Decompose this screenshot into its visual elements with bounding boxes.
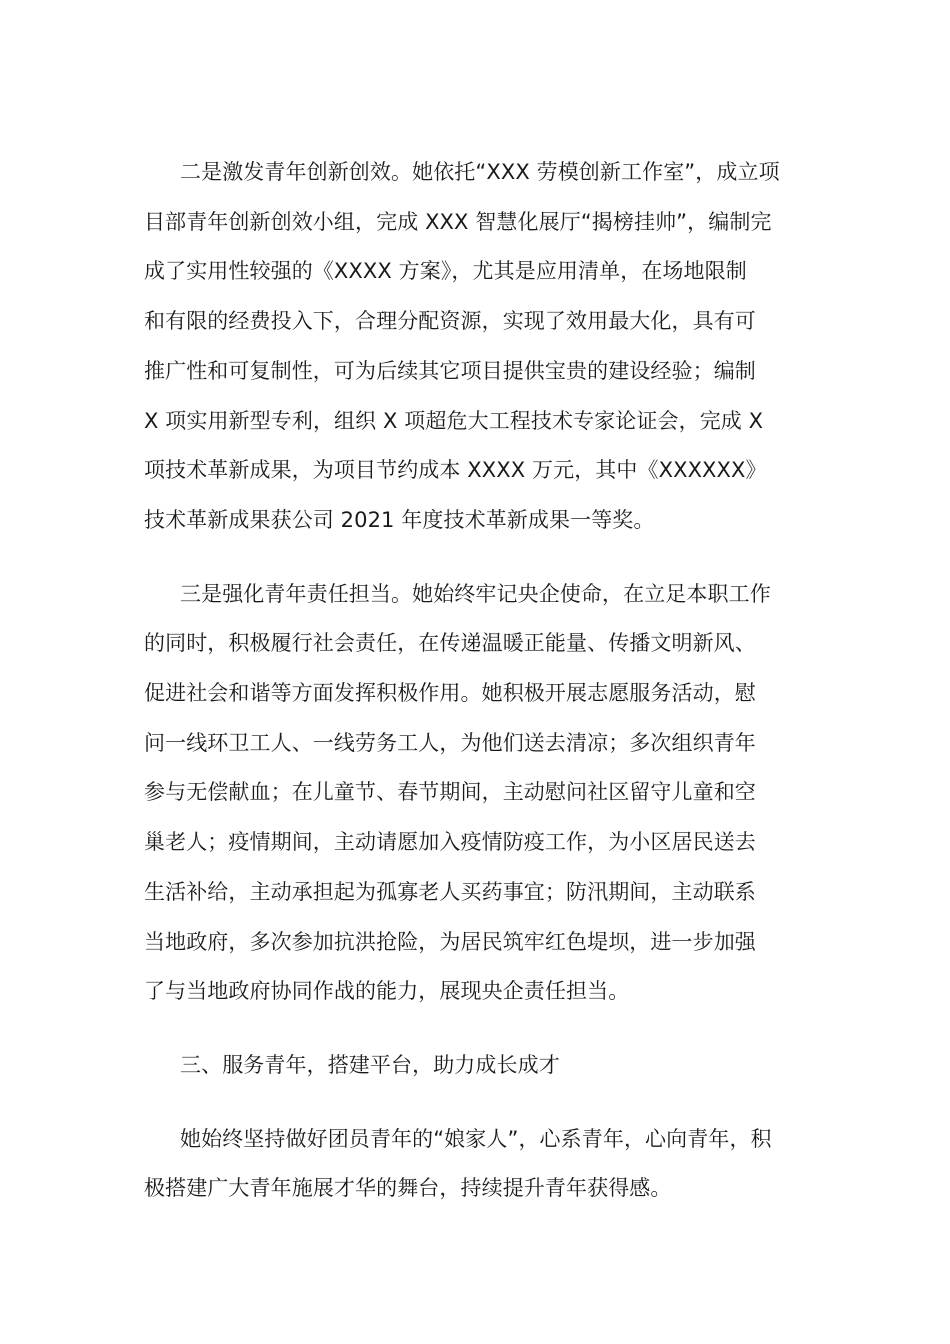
paragraph-line: 技术革新成果获公司 2021 年度技术革新成果一等奖。 — [144, 507, 655, 532]
paragraph-closing — [144, 1115, 806, 1214]
paragraph-spacer — [144, 546, 806, 570]
section-heading: 三、服务青年，搭建平台，助力成长成才 — [180, 1052, 560, 1077]
paragraph-line: 三是强化青年责任担当。她始终牢记央企使命，在立足本职工作 — [180, 581, 771, 606]
paragraph-line: 问一线环卫工人、一线劳务工人，为他们送去清凉；多次组织青年 — [144, 730, 756, 755]
paragraph-line: 生活补给，主动承担起为孤寡老人买药事宜；防汛期间，主动联系 — [144, 879, 756, 904]
paragraph-line: 推广性和可复制性，可为后续其它项目提供宝贵的建设经验；编制 — [144, 358, 756, 383]
paragraph-line: 成了实用性较强的《XXXX 方案》，尤其是应用清单，在场地限制 — [144, 259, 747, 284]
paragraph-line: 了与当地政府协同作战的能力，展现央企责任担当。 — [144, 979, 630, 1004]
paragraph-line: X 项实用新型专利，组织 X 项超危大工程技术专家论证会，完成 X — [144, 408, 764, 433]
paragraph-innovation — [144, 148, 806, 546]
paragraph-line: 极搭建广大青年施展才华的舞台，持续提升青年获得感。 — [144, 1176, 672, 1201]
paragraph-line: 当地政府，多次参加抗洪抢险，为居民筑牢红色堤坝，进一步加强 — [144, 929, 756, 954]
paragraph-line: 参与无偿献血；在儿童节、春节期间，主动慰问社区留守儿童和空 — [144, 780, 756, 805]
paragraph-line: 和有限的经费投入下，合理分配资源，实现了效用最大化，具有可 — [144, 309, 756, 334]
paragraph-line: 巢老人；疫情期间，主动请愿加入疫情防疫工作，为小区居民送去 — [144, 830, 756, 855]
paragraph-line: 她始终坚持做好团员青年的“娘家人”，心系青年，心向青年，积 — [180, 1126, 772, 1151]
paragraph-responsibility — [144, 570, 806, 1017]
paragraph-line: 项技术革新成果，为项目节约成本 XXXX 万元，其中《XXXXXX》 — [144, 458, 767, 483]
paragraph-spacer — [144, 1091, 806, 1115]
paragraph-line: 的同时，积极履行社会责任，在传递温暖正能量、传播文明新风、 — [144, 631, 756, 656]
paragraph-line: 二是激发青年创新创效。她依托“XXX 劳模创新工作室”，成立项 — [180, 160, 780, 184]
paragraph-line: 促进社会和谐等方面发挥积极作用。她积极开展志愿服务活动，慰 — [144, 681, 756, 706]
paragraph-spacer — [144, 1017, 806, 1041]
paragraph-line: 目部青年创新创效小组，完成 XXX 智慧化展厅“揭榜挂帅”，编制完 — [144, 209, 772, 234]
document-body — [144, 148, 806, 1214]
